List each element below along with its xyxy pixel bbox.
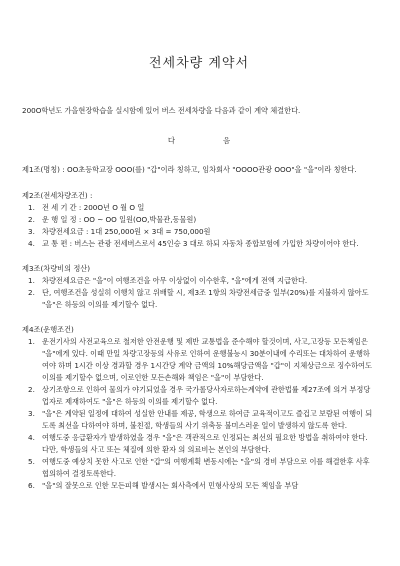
item-number: 2.	[28, 215, 35, 224]
list-item	[28, 408, 376, 432]
list-item	[28, 432, 376, 456]
item-text: 상기조항으로 인하여 물의가 야기되었을 경우 국가롤당사자로하는계약에 관한법률 제27조에 의거 부정당 업자로 제재하여도 "을"은 하등의 이의를 제기할수 없다.	[42, 385, 371, 406]
item-text: "을"의 잘못으로 인한 모든피해 발생시는 회사측에서 민형사상의 모든 책임을 부담	[42, 481, 299, 490]
item-text: 차량전세요금은 "을"이 여행조건을 아무 이상없이 이수한후, "을"에게 전액 지급한다.	[42, 276, 308, 285]
article-2-list	[22, 202, 376, 250]
intro-paragraph: 200O학년도 가을현장학습을 실시함에 있어 버스 전세차량을 다음과 같이 계약 체결한다.	[22, 106, 301, 115]
item-number: 1.	[28, 337, 35, 346]
article-3-title: 제3조(차량비의 정산)	[22, 264, 91, 273]
item-number: 2.	[28, 385, 35, 394]
heading-left: 다	[167, 136, 175, 145]
item-text: 차량전세요금 : 1대 250,000원 × 3대 = 750,000원	[42, 227, 211, 236]
item-number: 3.	[28, 227, 35, 236]
article-3-list	[22, 275, 376, 311]
item-number: 6.	[28, 481, 35, 490]
item-text: 운 행 일 정 : OO ~ OO 일원(OO,박물관,동물원)	[42, 215, 197, 224]
list-item	[28, 214, 376, 226]
section-heading	[22, 135, 376, 146]
item-number: 1.	[28, 203, 35, 212]
list-item	[28, 275, 376, 287]
list-item	[28, 384, 376, 408]
item-number: 4.	[28, 239, 35, 248]
article-4-title: 제4조(운행조건)	[22, 325, 74, 334]
article-4-list	[22, 336, 376, 492]
list-item	[28, 336, 376, 384]
item-text: 여행도중 예상치 못한 사고로 인한 "갑"의 여행계획 변동시에는 "을"의 경비 부담으로 이를 해결한후 사후 협의하여 결정토록한다.	[42, 457, 370, 478]
item-text: 전 세 기 간 : 200O년 O 월 O 일	[42, 203, 145, 212]
heading-right: 음	[223, 136, 231, 145]
list-item	[28, 456, 376, 480]
item-number: 3.	[28, 409, 35, 418]
item-text: 단, 여행조건을 성실히 이행치 않고 위배할 시, 제3조 1항의 차량전세금중 일부(20%)를 지불하지 않아도 "을"은 하등의 이의를 제기할수 없다.	[42, 288, 369, 309]
article-1: 제1조(명칭) : OO초등학교장 OOO(를) "갑"이라 칭하고, 임차회사 "OOOO관광 OOO"을 "을"이라 칭한다.	[22, 165, 357, 174]
item-text: 교 통 편 : 버스는 관광 전세버스로서 45인승 3 대로 하되 자동차 종합보험에 가입한 차량이어야 한다.	[42, 239, 359, 248]
item-number: 1.	[28, 276, 35, 285]
list-item	[28, 287, 376, 311]
list-item	[28, 480, 376, 492]
list-item	[28, 202, 376, 214]
item-text: "을"은 계약된 일정에 대하여 성실한 안내를 제공, 학생으로 하여금 교육적이고도 즐겁고 보람된 여행이 되도록 최선을 다하여야 하며, 불친절, 학생들의 사기 위축등 불미스러운 일이 발생하지 않도록 한다.	[42, 409, 373, 430]
item-text: 운전기사의 사전교육으로 철저한 안전운행 및 제반 교통법을 준수해야 할것이며, 사고,고장등 모든책임은 "을"에게 있다. 이때 만일 차량고장등의 사유로 인하여 운행불능시 30분이내에 수리또는 대차하여 운행하여야 하며 1시간 이상 경과할 경우 1시간당 계약 금액의 10%해당금액을 "갑"이 지체상금으로 징수하여도 이의를 제기할수 없으며, 이로인한 모든손해와 책임은 "을"이 부담한다.	[42, 337, 372, 382]
item-text: 여행도중 응급환자가 발생하였을 경우 "을"은 객관적으로 인정되는 최선의 필요한 방법을 취하여야 한다. 다만, 학생들의 사고 또는 체질에 의한 환자 의 의료비는 본인의 부담한다.	[42, 433, 368, 454]
article-2-title: 제2조(전세차량조건) :	[22, 191, 93, 200]
list-item	[28, 226, 376, 238]
item-number: 5.	[28, 457, 35, 466]
list-item	[28, 238, 376, 250]
item-number: 4.	[28, 433, 35, 442]
document-title: 전세차량 계약서	[148, 56, 250, 71]
item-number: 2.	[28, 288, 35, 297]
